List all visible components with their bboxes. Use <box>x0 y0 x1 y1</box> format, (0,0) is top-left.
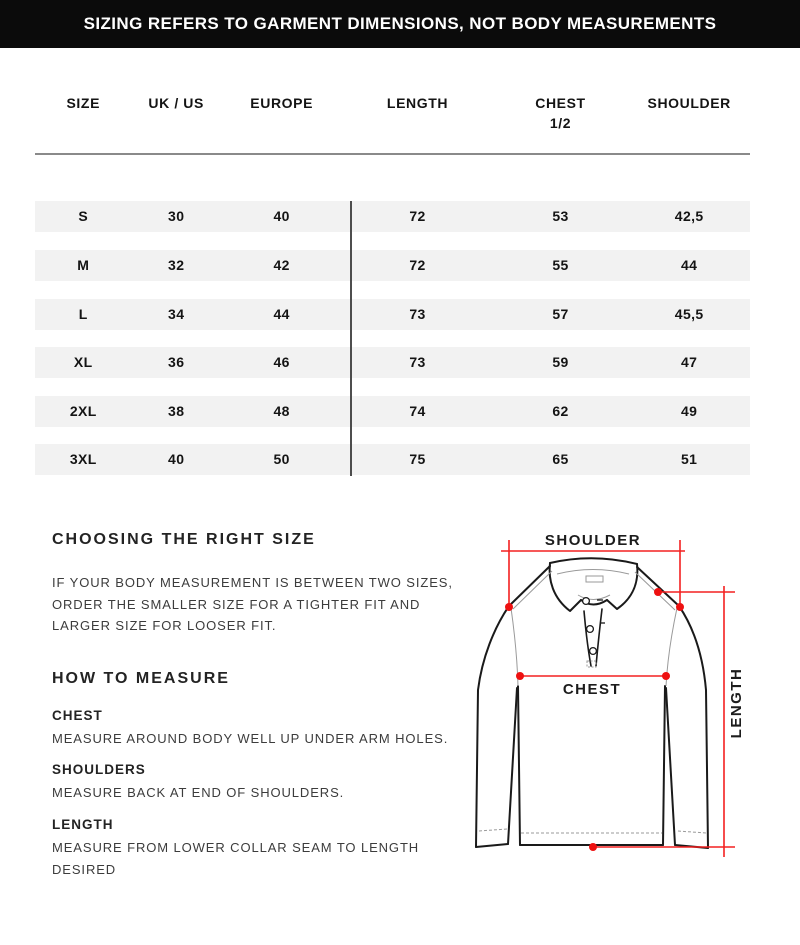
cell-length: 75 <box>409 451 426 467</box>
measurement-dots <box>505 588 684 851</box>
measure-chest-title: CHEST <box>52 708 103 723</box>
table-row-m <box>35 250 750 281</box>
cell-chest: 57 <box>552 306 569 322</box>
measure-shoulders-title: SHOULDERS <box>52 762 146 777</box>
column-header-chest-sublabel: 1/2 <box>549 115 572 131</box>
cell-europe: 48 <box>273 403 290 419</box>
measure-length-title: LENGTH <box>52 817 114 832</box>
cell-length: 72 <box>409 257 426 273</box>
column-header-shoulder: SHOULDER <box>647 95 731 111</box>
table-row-s <box>35 201 750 232</box>
cell-size: XL <box>73 354 93 370</box>
cell-size: 2XL <box>69 403 97 419</box>
cell-chest: 59 <box>552 354 569 370</box>
column-header-chest-label: CHEST <box>535 95 586 111</box>
cell-chest: 55 <box>552 257 569 273</box>
cell-europe: 50 <box>273 451 290 467</box>
cell-chest: 53 <box>552 208 569 224</box>
cell-shoulder: 49 <box>681 403 698 419</box>
table-column-divider <box>350 201 352 476</box>
how-to-measure-heading: HOW TO MEASURE <box>52 670 230 687</box>
cell-shoulder: 42,5 <box>674 208 704 224</box>
cell-size: L <box>78 306 88 322</box>
cell-size: M <box>77 257 90 273</box>
cell-shoulder: 47 <box>681 354 698 370</box>
cell-size: 3XL <box>69 451 97 467</box>
cell-uk-us: 30 <box>168 208 185 224</box>
cell-uk-us: 38 <box>168 403 185 419</box>
table-row-2xl <box>35 396 750 427</box>
chest-dimension-label: CHEST <box>562 681 622 698</box>
choosing-size-heading: CHOOSING THE RIGHT SIZE <box>52 531 316 548</box>
cell-europe: 44 <box>273 306 290 322</box>
polo-shirt-diagram <box>440 520 800 940</box>
measure-shoulders-text: MEASURE BACK AT END OF SHOULDERS. <box>52 785 345 800</box>
measure-length-text: MEASURE FROM LOWER COLLAR SEAM TO LENGTH DESIRED <box>52 840 420 877</box>
column-header-europe: EUROPE <box>250 95 314 111</box>
cell-europe: 46 <box>273 354 290 370</box>
cell-uk-us: 34 <box>168 306 185 322</box>
column-header-length: LENGTH <box>386 95 449 111</box>
column-header-uk-us: UK / US <box>148 95 204 111</box>
cell-length: 72 <box>409 208 426 224</box>
sizing-disclaimer-text: SIZING REFERS TO GARMENT DIMENSIONS, NOT BODY MEASUREMENTS <box>83 14 717 33</box>
cell-shoulder: 44 <box>681 257 698 273</box>
measure-chest-text: MEASURE AROUND BODY WELL UP UNDER ARM HOLES. <box>52 731 449 746</box>
shirt-outline <box>476 558 708 848</box>
cell-shoulder: 45,5 <box>674 306 704 322</box>
shoulder-dimension-label: SHOULDER <box>544 532 642 549</box>
cell-uk-us: 36 <box>168 354 185 370</box>
column-header-size: SIZE <box>66 95 101 111</box>
sizing-disclaimer-banner <box>0 0 800 48</box>
cell-size: S <box>78 208 89 224</box>
cell-shoulder: 51 <box>681 451 698 467</box>
cell-length: 73 <box>409 354 426 370</box>
cell-length: 74 <box>409 403 426 419</box>
table-row-l <box>35 299 750 330</box>
choosing-size-text: IF YOUR BODY MEASUREMENT IS BETWEEN TWO SIZES, ORDER THE SMALLER SIZE FOR A TIGHTER FIT AND LARGER SIZE FOR LOOSER FIT. <box>52 575 453 633</box>
table-header-rule <box>35 153 750 155</box>
cell-chest: 65 <box>552 451 569 467</box>
cell-uk-us: 32 <box>168 257 185 273</box>
cell-uk-us: 40 <box>168 451 185 467</box>
column-header-chest <box>493 93 629 133</box>
cell-europe: 40 <box>273 208 290 224</box>
cell-chest: 62 <box>552 403 569 419</box>
size-table-header <box>35 93 750 133</box>
table-row-xl <box>35 347 750 378</box>
length-dimension-label: LENGTH <box>728 667 745 739</box>
cell-europe: 42 <box>273 257 290 273</box>
measurement-lines <box>501 540 735 857</box>
table-row-3xl <box>35 444 750 475</box>
cell-length: 73 <box>409 306 426 322</box>
